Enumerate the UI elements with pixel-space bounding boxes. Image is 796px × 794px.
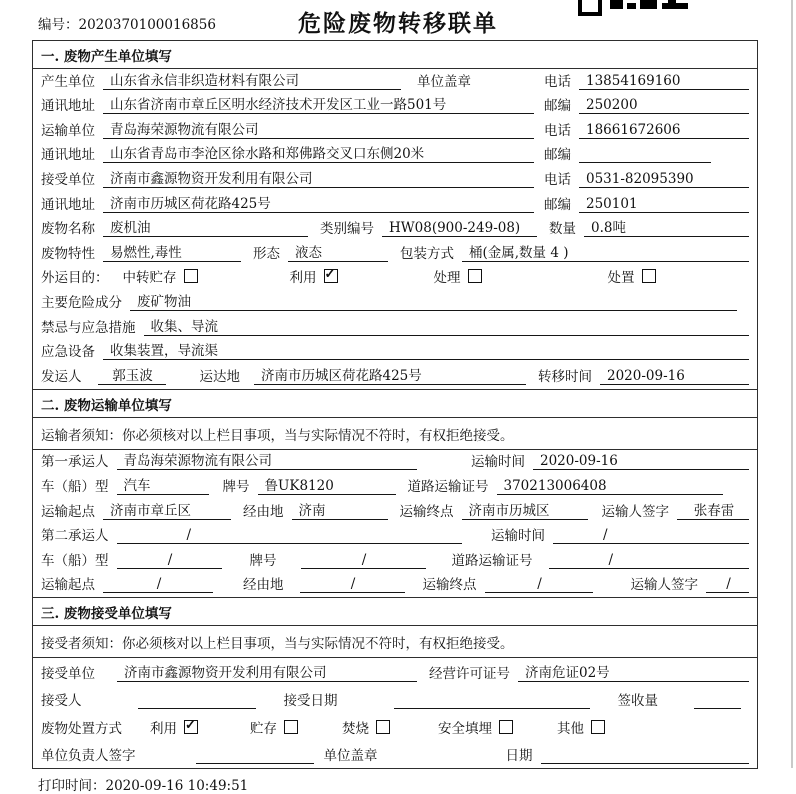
row-vehicle-2 (33, 548, 757, 573)
row-route-1 (33, 499, 757, 524)
via-value-2: / (300, 576, 405, 593)
vehicle-type-label-1: 车（船）型 (41, 478, 109, 495)
row-receiver-unit (33, 167, 757, 192)
disposal-other-checkbox (591, 720, 605, 734)
quantity-value: 0.8吨 (584, 216, 749, 237)
second-carrier-value: / (117, 527, 462, 544)
disposal-method-label: 废物处置方式 (41, 720, 122, 737)
row-second-carrier (33, 524, 757, 549)
road-license-value-2: / (549, 552, 750, 569)
emergency-equipment-value: 收集装置，导流渠 (103, 339, 749, 360)
waste-name-label: 废物名称 (41, 221, 95, 238)
phone-value-2: 18661672606 (579, 122, 749, 139)
vehicle-type-label-2: 车（船）型 (41, 552, 109, 569)
destination-value: 济南市历城区荷花路425号 (254, 364, 526, 385)
road-license-value-1: 370213006408 (497, 478, 724, 495)
form-title: 危险废物转移联单 (298, 10, 498, 37)
address-label-1: 通讯地址 (41, 98, 95, 115)
phone-label-3: 电话 (544, 171, 571, 188)
phone-label-1: 电话 (544, 73, 571, 90)
row-consignor (33, 364, 757, 389)
transport-time-label-2: 运输时间 (491, 528, 545, 545)
disposal-option-incinerate: 焚烧 (342, 717, 390, 737)
row-waste-character (33, 241, 757, 266)
disposal-landfill-checkbox (499, 720, 513, 734)
purpose-label: 外运目的： (41, 270, 109, 287)
receive-person-label: 接受人 (41, 693, 82, 710)
via-value-1: 济南 (292, 499, 388, 520)
producer-unit-label: 产生单位 (41, 73, 95, 90)
road-license-label-2: 道路运输证号 (451, 552, 533, 569)
row-receive-person (33, 686, 757, 714)
first-carrier-label: 第一承运人 (41, 454, 109, 471)
origin-value-2: / (103, 576, 213, 593)
purpose-option-dispose: 处置 (608, 266, 656, 286)
row-taboo-measures (33, 315, 757, 340)
vehicle-type-value-2: / (117, 552, 222, 569)
via-label-2: 经由地 (243, 577, 284, 594)
receive-person-value (138, 708, 256, 709)
row-transport-unit (33, 118, 757, 143)
zip-label-3: 邮编 (544, 196, 571, 213)
carrier-sign-value-2: / (706, 576, 749, 593)
form-header (0, 0, 796, 40)
form-state-label: 形态 (253, 245, 280, 262)
packing-label: 包装方式 (400, 245, 454, 262)
receiver-unit-label: 接受单位 (41, 171, 95, 188)
carrier-sign-label-1: 运输人签字 (601, 503, 669, 520)
phone-value-3: 0531-82095390 (579, 171, 749, 188)
second-carrier-label: 第二承运人 (41, 528, 109, 545)
address-value-1: 山东省济南市章丘区明水经济技术开发区工业一路501号 (103, 93, 534, 114)
section-transport (32, 389, 758, 599)
row-responsible-sign (33, 741, 757, 769)
disposal-option-utilize: 利用 ✓ (150, 717, 198, 737)
row-vehicle-1 (33, 474, 757, 499)
transport-unit-value: 青岛海荣源物流有限公司 (103, 118, 534, 139)
treat-checkbox (468, 269, 482, 283)
receive-date-label: 接受日期 (283, 693, 338, 710)
endpoint-label-1: 运输终点 (399, 503, 454, 520)
row-route-2 (33, 573, 757, 598)
disposal-incinerate-checkbox (376, 720, 390, 734)
zip-value-1: 250200 (579, 97, 749, 114)
disposal-option-landfill: 安全填埋 (438, 717, 513, 737)
serial-value: 2020370100016856 (78, 17, 216, 33)
transfer-time-value: 2020-09-16 (600, 368, 749, 385)
plate-value-1: 鲁UK8120 (258, 474, 396, 495)
print-time (38, 774, 796, 794)
row-transport-address (33, 143, 757, 168)
transfer-time-label: 转移时间 (538, 368, 592, 385)
carrier-sign-label-2: 运输人签字 (630, 577, 698, 594)
zip-label-2: 邮编 (544, 147, 571, 164)
road-license-label-1: 道路运输证号 (407, 478, 489, 495)
receiver-unit-value: 济南市鑫源物资开发利用有限公司 (103, 167, 534, 188)
print-time-label: 打印时间： (38, 778, 106, 794)
received-amount-value (694, 708, 741, 709)
phone-label-2: 电话 (544, 122, 571, 139)
disposal-utilize-checkbox (184, 720, 198, 734)
disposal-store-checkbox (284, 720, 298, 734)
vehicle-type-value-1: 汽车 (117, 474, 209, 495)
zip-value-2 (579, 162, 711, 163)
unit-seal-label: 单位盖章 (417, 73, 471, 90)
transport-unit-label: 运输单位 (41, 122, 95, 139)
print-time-value: 2020-09-16 10:49:51 (105, 778, 249, 794)
producer-unit-value: 山东省永信非织造材料有限公司 (103, 69, 401, 90)
row-producer-unit (33, 69, 757, 94)
section-receiver-title: 三. 废物接受单位填写 (33, 598, 757, 626)
row-hazard-component (33, 290, 757, 315)
plate-label-2: 牌号 (249, 552, 277, 569)
row-disposal-method (33, 713, 757, 741)
transport-notice: 运输者须知：你必须核对以上栏目事项，当与实际情况不符时，有权拒绝接受。 (33, 418, 757, 450)
transfer-storage-checkbox (184, 269, 198, 283)
row-emergency-equipment (33, 340, 757, 365)
category-code-label: 类别编号 (320, 221, 374, 238)
received-amount-label: 签收量 (617, 693, 658, 710)
utilize-checkbox (324, 269, 338, 283)
carrier-sign-value-1: 张春雷 (677, 499, 749, 520)
seal-date-label: 日期 (505, 748, 533, 765)
consignor-label: 发运人 (41, 368, 82, 385)
purpose-option-transfer: 中转贮存 (123, 266, 198, 286)
qr-code-fragment (578, 0, 690, 10)
first-carrier-value: 青岛海荣源物流有限公司 (117, 449, 417, 470)
transport-time-value-1: 2020-09-16 (533, 453, 749, 470)
category-code-value: HW08(900-249-08) (382, 220, 537, 237)
address-value-2: 山东省青岛市李沧区徐水路和郑佛路交叉口东侧20米 (103, 142, 534, 163)
quantity-label: 数量 (549, 221, 576, 238)
section-transport-title: 二. 废物运输单位填写 (33, 390, 757, 418)
origin-value-1: 济南市章丘区 (103, 499, 231, 520)
section-receiver (32, 597, 758, 769)
packing-value: 桶(金属,数量 4 ) (462, 241, 749, 262)
responsible-sign-value (196, 763, 314, 764)
address-value-3: 济南市历城区荷花路425号 (103, 192, 534, 213)
emergency-equipment-label: 应急设备 (41, 344, 95, 361)
row-waste-name (33, 217, 757, 242)
taboo-measures-value: 收集、导流 (144, 315, 750, 336)
endpoint-label-2: 运输终点 (422, 577, 477, 594)
row-first-carrier (33, 450, 757, 475)
page-edge-divider (791, 0, 793, 768)
hazard-component-label: 主要危险成分 (41, 294, 122, 311)
form-state-value: 液态 (288, 241, 388, 262)
row-producer-address (33, 94, 757, 119)
transport-time-value-2: / (553, 527, 749, 544)
waste-name-value: 废机油 (103, 216, 308, 237)
receiver-notice: 接受者须知：你必须核对以上栏目事项，当与实际情况不符时，有权拒绝接受。 (33, 626, 757, 658)
dispose-checkbox (642, 269, 656, 283)
endpoint-value-2: / (485, 576, 593, 593)
unit-seal-label-2: 单位盖章 (323, 748, 378, 765)
phone-value-1: 13854169160 (579, 73, 749, 90)
row-receive-unit (33, 658, 757, 686)
origin-label-1: 运输起点 (41, 503, 95, 520)
receive-date-value (394, 708, 590, 709)
seal-date-value (541, 763, 750, 764)
responsible-sign-label: 单位负责人签字 (41, 748, 136, 765)
origin-label-2: 运输起点 (41, 577, 95, 594)
permit-number-value: 济南危证02号 (518, 661, 749, 682)
via-label-1: 经由地 (243, 503, 284, 520)
destination-label: 运达地 (199, 368, 240, 385)
purpose-option-utilize: 利用 ✓ (290, 266, 338, 286)
zip-label-1: 邮编 (544, 98, 571, 115)
section-producer (32, 40, 758, 390)
disposal-option-other: 其他 (557, 717, 605, 737)
zip-value-3: 250101 (579, 196, 749, 213)
permit-number-label: 经营许可证号 (429, 665, 510, 682)
waste-character-value: 易燃性,毒性 (103, 241, 241, 262)
purpose-option-treat: 处理 (434, 266, 482, 286)
receive-unit-label: 接受单位 (41, 665, 95, 682)
section-producer-title: 一. 废物产生单位填写 (33, 41, 757, 69)
row-purpose (33, 266, 757, 291)
transport-time-label-1: 运输时间 (471, 454, 525, 471)
row-receiver-address (33, 192, 757, 217)
address-label-3: 通讯地址 (41, 196, 95, 213)
taboo-measures-label: 禁忌与应急措施 (41, 319, 136, 336)
hazard-component-value: 废矿物油 (130, 290, 737, 311)
plate-label-1: 牌号 (222, 478, 250, 495)
plate-value-2: / (301, 552, 426, 569)
disposal-option-store: 贮存 (250, 717, 298, 737)
consignor-value: 郭玉波 (98, 364, 166, 385)
serial-label: 编号： (38, 17, 79, 33)
endpoint-value-1: 济南市历城区 (462, 499, 588, 520)
address-label-2: 通讯地址 (41, 147, 95, 164)
waste-character-label: 废物特性 (41, 245, 95, 262)
receive-unit-value: 济南市鑫源物资开发利用有限公司 (117, 661, 417, 682)
